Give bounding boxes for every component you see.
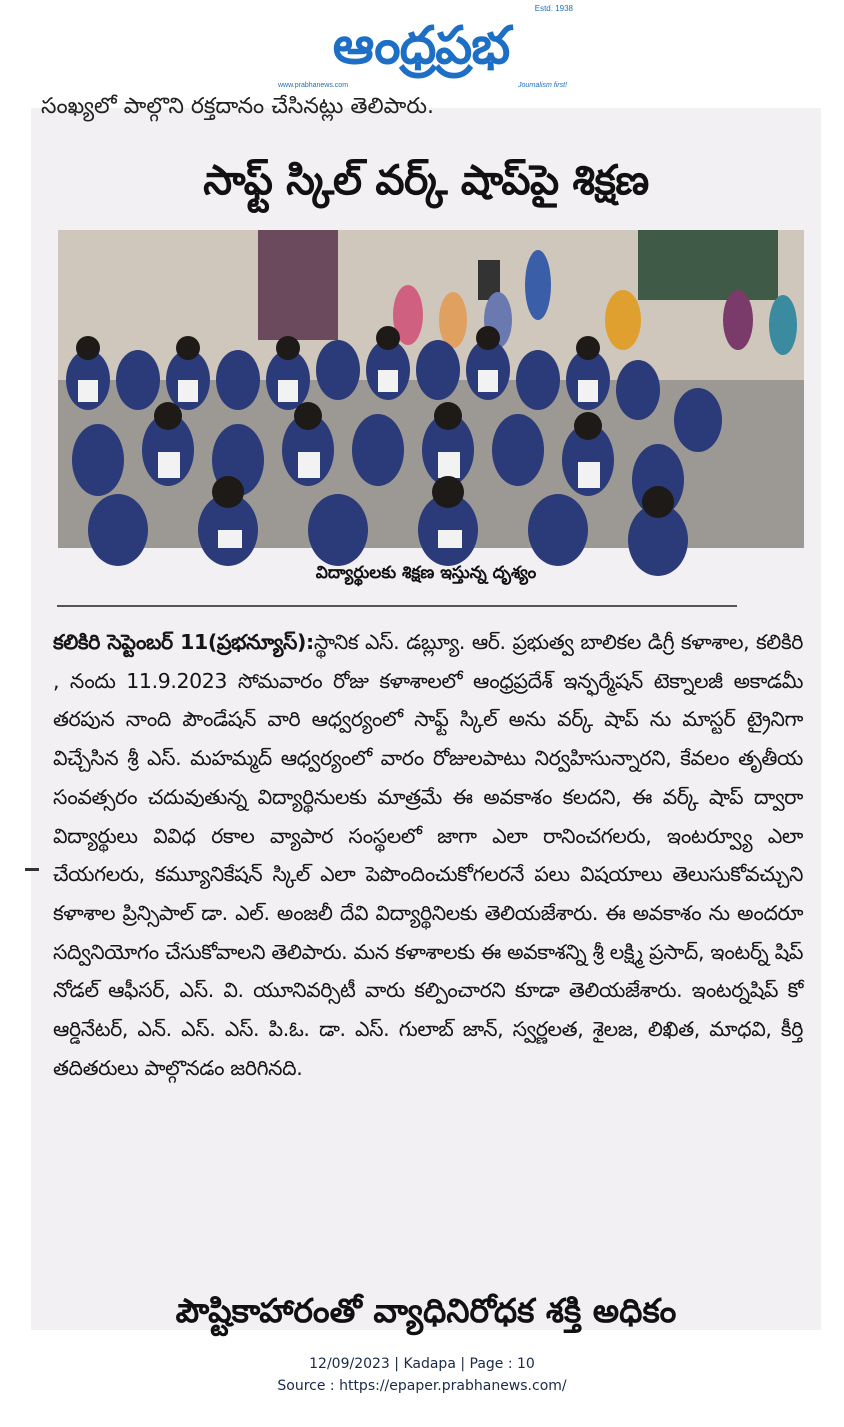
article-headline: సాఫ్ట్ స్కిల్ వర్క్ షాప్‌పై శిక్షణ	[203, 156, 649, 204]
article-dateline: కలికిరి సెప్టెంబర్ 11(ప్రభన్యూస్):	[53, 630, 314, 654]
caption-divider	[57, 605, 737, 607]
photo-caption: విద్యార్థులకు శిక్షణ ఇస్తున్న దృశ్యం	[315, 563, 537, 583]
students-workshop-photo	[58, 230, 804, 548]
logo-url: www.prabhanews.com	[278, 82, 349, 89]
next-article-headline: పౌష్టికాహారంతో వ్యాధినిరోధక శక్తి అధికం	[175, 1291, 677, 1330]
article-paragraph	[53, 623, 803, 1087]
article-body	[53, 623, 803, 1087]
news-clipping	[31, 94, 821, 1330]
article-photo	[58, 230, 804, 548]
source-link[interactable]: Source : https://epaper.prabhanews.com/	[277, 1378, 567, 1394]
established-year: Estd. 1938	[534, 4, 573, 13]
cut-previous-article-line: సంఖ్యలో పాల్గొని రక్తదానం చేసినట్లు తెలిపారు.	[41, 94, 434, 119]
article-text: స్థానిక ఎస్. డబ్ల్యూ. ఆర్. ప్రభుత్వ బాలికల డిగ్రీ కళాశాల, కలికిరి , నందు 11.9.2023 సోమవారం రోజు కళాశాలలో ఆంధ్రప్రదేశ్ ఇన్ఫర్మేషన్ టెక్నాలజీ అకాడమీ తరపున నాంది పౌండేషన్ వారి ఆధ్వర్యంలో సాఫ్ట్ స్కిల్ అను వర్క్ షాప్ ను మాస్టర్ ట్రైనిగా విచ్చేసిన శ్రీ ఎస్. మహమ్మద్ ఆధ్వర్యంలో వారం రోజులపాటు నిర్వహిసున్నారని, కేవలం తృతీయ సంవత్సరం చదువుతున్న విద్యార్థినులకు మాత్రమే ఈ అవకాశం కలదని, ఈ వర్క్ షాప్ ద్వారా విద్యార్థులు వివిధ రకాల వ్యాపార సంస్థలలో జాగా ఎలా రానించగలరు, ఇంటర్వ్యూ ఎలా చేయగలరు, కమ్యూనికేషన్ స్కిల్ ఎలా పెపొందించుకోగలరనే పలు విషయాలు తెలుసుకోవచ్చుని కళాశాల ప్రిన్సిపాల్ డా. ఎల్. అంజలీ దేవి విద్యార్థినిలకు తెలియజేశారు. ఈ అవకాశం ను అందరూ సద్వినియోగం చేసుకోవాలని తెలిపారు. మన కళాశాలకు ఈ అవకాశన్ని శ్రీ లక్ష్మి ప్రసాద్, ఇంటర్న్ షిప్ నోడల్ ఆఫీసర్, ఎస్. వి. యూనివర్సిటీ వారు కల్పించారని కూడా తెలియజేశారు. ఇంటర్నషిప్ కో ఆర్డినేటర్, ఎన్. ఎస్. ఎస్. పి.ఓ. డా. ఎస్. గులాబ్ జాన్, స్వర్ణలత, శైలజ, లిఖిత, మాధవి, కీర్తి తదితరులు పాల్గొనడం జరిగినది.	[53, 630, 803, 1080]
newspaper-logo: ఆంధ్రప్రభ	[332, 16, 510, 76]
margin-mark	[25, 868, 39, 871]
masthead-logo	[270, 2, 575, 100]
edition-meta: 12/09/2023 | Kadapa | Page : 10	[309, 1356, 535, 1372]
logo-tagline: Journalism first!	[517, 82, 567, 89]
